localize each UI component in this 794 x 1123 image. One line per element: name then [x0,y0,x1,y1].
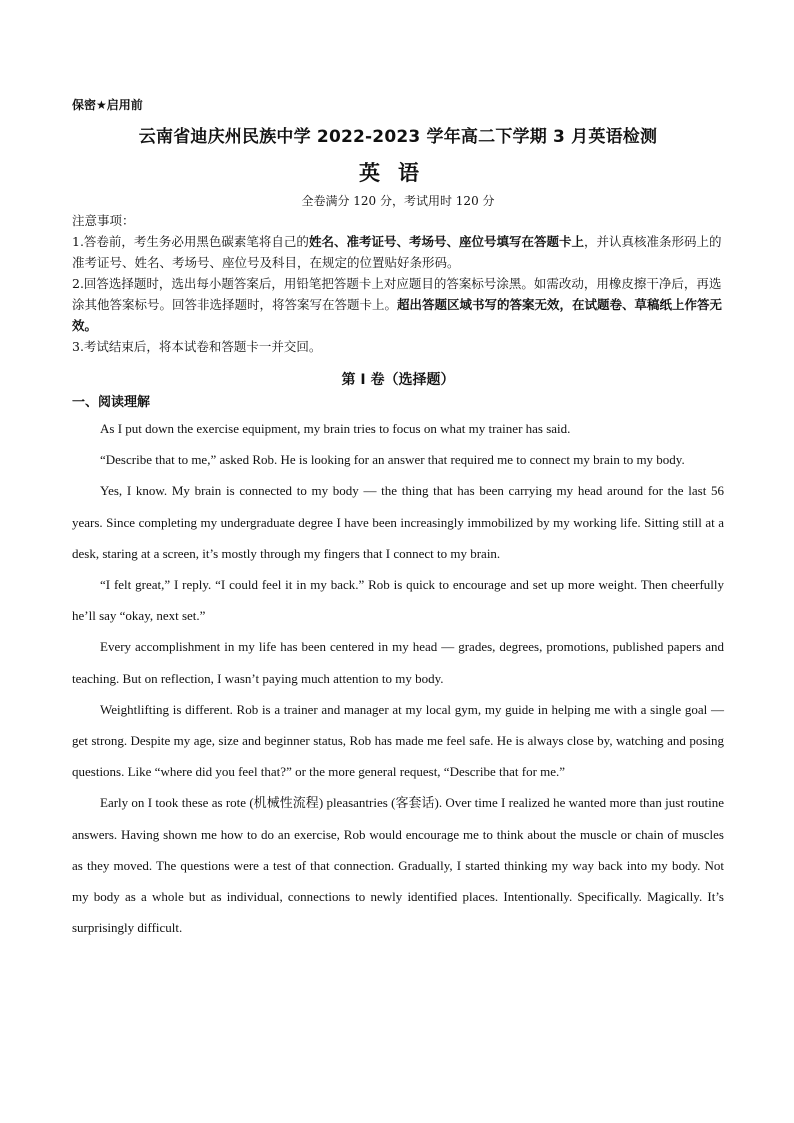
notice-heading: 注意事项： [72,213,135,228]
subject-title: 英语 [359,161,437,185]
notice-item-1-bold: 姓名、准考证号、考场号、座位号填写在答题卡上 [308,234,584,249]
notice-item-3: 3.考试结束后，将本试卷和答题卡一并交回。 [72,339,322,354]
passage-paragraph: Early on I took these as rote (机械性流程) pleasantries (客套话). Over time I realized he wanted more than just routine answers. Having shown me how to do an exercise, Rob would encourage me to think about the muscle or chain of muscles as they moved. The questions were a test of that connection. Gradually, I started thinking my way back into my body. Not my body as a whole but as individual, connections to newly identified places. Intentionally. Specifically. Magically. It’s surprisingly difficult. [72,795,724,936]
passage-paragraph: “Describe that to me,” asked Rob. He is looking for an answer that required me to connect my brain to my body. [100,452,685,468]
passage-paragraph: Yes, I know. My brain is connected to my body — the thing that has been carrying my head around for the last 56 years. Since completing my undergraduate degree I have been increasingly immobilized by my working life. Sitting still at a desk, staring at a screen, it’s mostly through my fingers that I connect to my brain. [72,483,724,561]
notice-item-1-text-a: 1.答卷前，考生务必用黑色碳素笔将自己的 [72,234,309,249]
notice-item-2 [72,273,724,336]
notice-block [72,210,724,357]
notice-item-1 [72,231,724,273]
score-info: 全卷满分 120 分，考试用时 120 分 [301,194,495,208]
exam-page [72,96,724,943]
passage-paragraph: Weightlifting is different. Rob is a trainer and manager at my local gym, my guide in helping me with a single goal — get strong. Despite my age, size and beginner status, Rob has made me feel safe. He is always close by, watching and posing questions. Like “where did you feel that?” or the more general request, “Describe that for me.” [72,701,724,780]
reading-passage [72,413,724,943]
passage-paragraph: “I felt great,” I reply. “I could feel it in my back.” Rob is quick to encourage and set up more weight. Then cheerfully he’ll say “okay, next set.” [72,577,724,624]
notice-item-1-text-c: ，并认真核准条形码上的准考证号、姓名、考场号、座位号及科目，在规定的位置贴好条形码。 [72,234,722,270]
part-heading: 一、阅读理解 [72,395,151,410]
notice-item-2-text: 2.回答选择题时，选出每小题答案后，用铅笔把答题卡上对应题目的答案标号涂黑。如需改动，用橡皮擦干净后，再选涂其他答案标号。回答非选择题时，将答案写在答题卡上。 [72,276,722,312]
section-title: 第 I 卷（选择题） [341,372,455,388]
confidential-label: 保密★启用前 [72,98,143,112]
notice-item-2-bold: 超出答题区域书写的答案无效，在试题卷、草稿纸上作答无效。 [72,297,723,333]
passage-paragraph: Every accomplishment in my life has been centered in my head — grades, degrees, promotions, published papers and teaching. But on reflection, I wasn’t paying much attention to my body. [72,639,724,686]
passage-paragraph: As I put down the exercise equipment, my brain tries to focus on what my trainer has said. [100,421,571,436]
exam-title: 云南省迪庆州民族中学 2022-2023 学年高二下学期 3 月英语检测 [138,127,658,147]
